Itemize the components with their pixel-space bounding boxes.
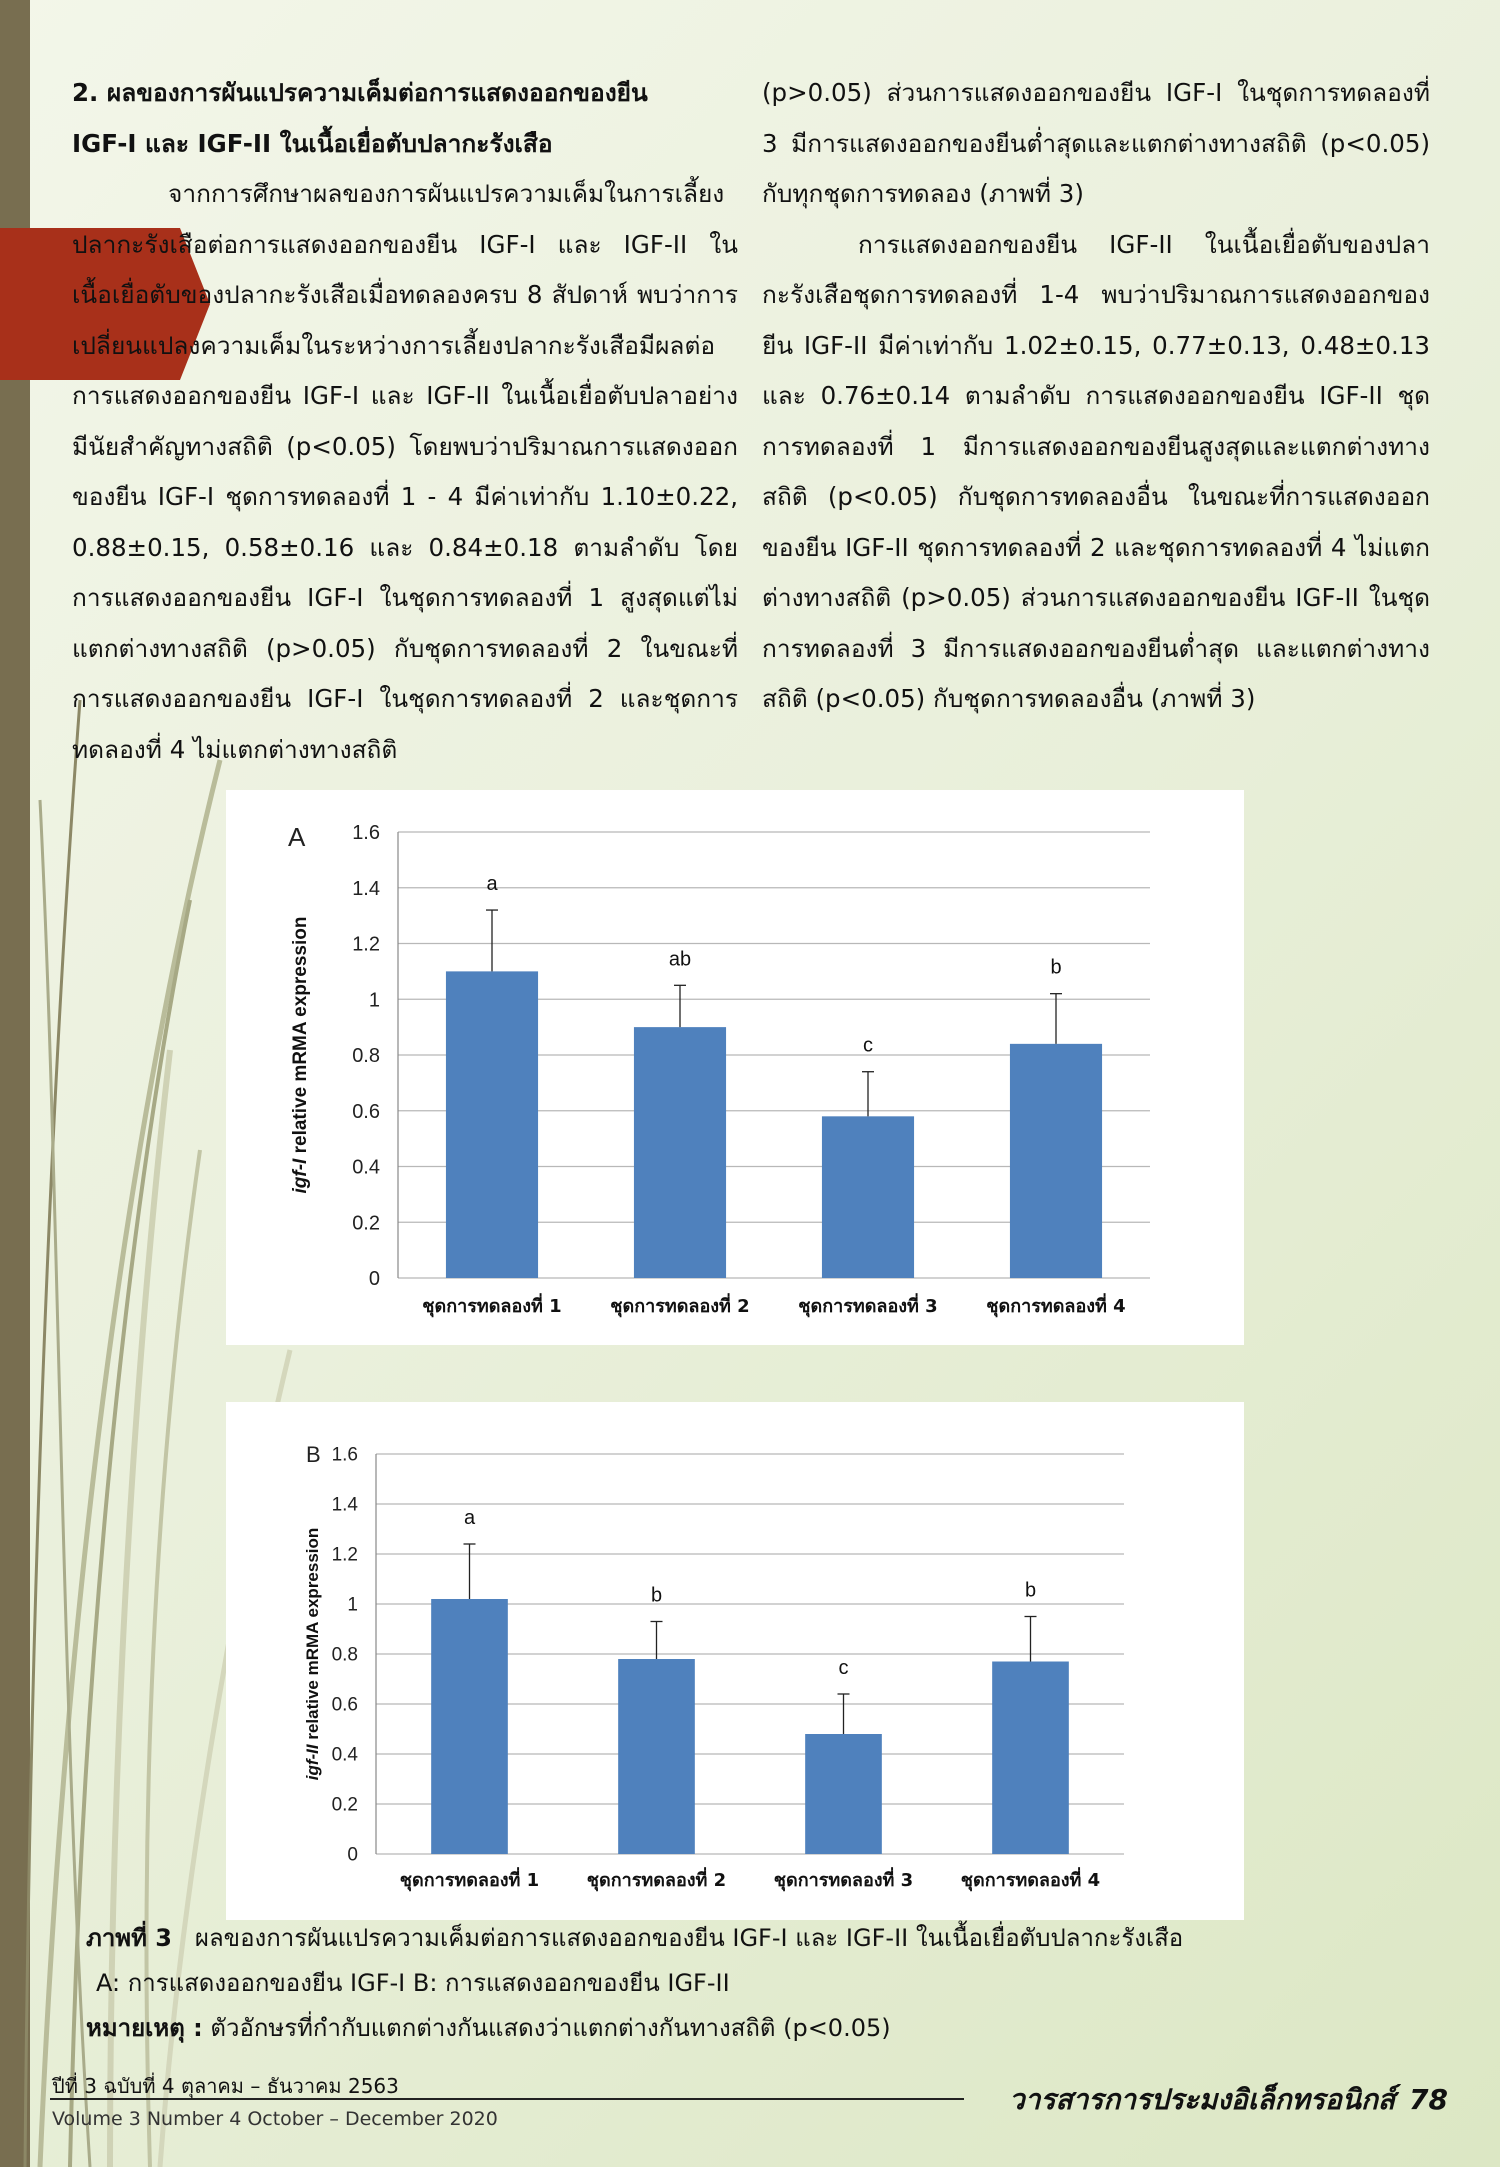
bar: [446, 971, 538, 1278]
significance-letter: b: [1050, 956, 1062, 979]
bar: [634, 1027, 726, 1278]
y-axis-label: [290, 917, 311, 1194]
y-axis-label: [303, 1528, 322, 1781]
y-tick-label: 0.4: [331, 1744, 358, 1766]
x-tick-label: ชุดการทดลองที่ 2: [586, 1870, 727, 1891]
y-axis-label-gene: igf-II: [303, 1744, 322, 1781]
heading-line-1: 2. ผลของการผันแปรความเค็มต่อการแสดงออกของยีน: [72, 78, 648, 107]
x-tick-label: ชุดการทดลองที่ 1: [399, 1870, 540, 1891]
bar: [618, 1659, 695, 1854]
journal-name: วารสารการประมงอิเล็กทรอนิกส์: [1009, 2083, 1396, 2116]
figure-caption: [86, 1916, 1416, 2051]
right-column: [762, 68, 1430, 725]
y-tick-label: 0.8: [331, 1644, 358, 1666]
panel-label: A: [288, 822, 306, 852]
chart-b-panel: [226, 1402, 1244, 1920]
footer-journal-title: [1009, 2078, 1448, 2122]
y-axis-label-text: relative mRMA expression: [290, 916, 311, 1159]
bar: [822, 1116, 914, 1278]
caption-label: ภาพที่ 3: [86, 1924, 172, 1952]
bar: [805, 1734, 882, 1854]
paragraph-right-2: การแสดงออกของยีน IGF-II ในเนื้อเยื่อตับของปลากะรังเสือชุดการทดลองที่ 1-4 พบว่าปริมาณการแสดงออกของยีน IGF-II มีค่าเท่ากับ 1.02±0.15, 0.77±0.13, 0.48±0.13 และ 0.76±0.14 ตามลำดับ การแสดงออกของยีน IGF-II ชุดการทดลองที่ 1 มีการแสดงออกของยีนสูงสุดและแตกต่างทางสถิติ (p<0.05) กับชุดการทดลองอื่น ในขณะที่การแสดงออกของยีน IGF-II ชุดการทดลองที่ 2 และชุดการทดลองที่ 4 ไม่แตกต่างทางสถิติ (p>0.05) ส่วนการแสดงออกของยีน IGF-II ในชุดการทดลองที่ 3 มีการแสดงออกของยีนต่ำสุด และแตกต่างทางสถิติ (p<0.05) กับชุดการทดลองอื่น (ภาพที่ 3): [762, 229, 1430, 713]
significance-letter: a: [463, 1507, 476, 1529]
bar: [992, 1662, 1069, 1855]
significance-letter: c: [838, 1657, 849, 1679]
y-tick-label: 1.6: [352, 822, 380, 844]
y-axis-label-gene: igf-I: [290, 1158, 311, 1194]
y-tick-label: 0.2: [331, 1794, 358, 1816]
significance-letter: b: [1024, 1579, 1037, 1602]
footer-volume-english: Volume 3 Number 4 October – December 2020: [52, 2108, 498, 2130]
chart-a: [226, 790, 1244, 1345]
left-column: [72, 68, 738, 775]
panel-label: B: [306, 1442, 321, 1467]
y-tick-label: 1.6: [331, 1444, 358, 1466]
y-tick-label: 1: [368, 989, 380, 1012]
y-tick-label: 1: [347, 1594, 358, 1616]
footer-rule: [50, 2098, 964, 2100]
x-tick-label: ชุดการทดลองที่ 4: [986, 1296, 1126, 1317]
y-tick-label: 1.2: [352, 933, 380, 956]
y-tick-label: 0: [368, 1268, 380, 1290]
footer-volume-thai: ปีที่ 3 ฉบับที่ 4 ตุลาคม – ธันวาคม 2563: [52, 2074, 399, 2098]
caption-text: ผลของการผันแปรความเค็มต่อการแสดงออกของยีน IGF-I และ IGF-II ในเนื้อเยื่อตับปลากะรังเสือ: [194, 1924, 1184, 1952]
y-tick-label: 1.4: [352, 877, 380, 900]
significance-letter: c: [863, 1034, 873, 1057]
caption-line-2: A: การแสดงออกของยีน IGF-I B: การแสดงออกของยีน IGF-II: [96, 1969, 730, 1997]
note-label: หมายเหตุ :: [86, 2014, 203, 2042]
y-tick-label: 0.6: [331, 1694, 358, 1716]
x-tick-label: ชุดการทดลองที่ 3: [773, 1870, 914, 1891]
note-text: ตัวอักษรที่กำกับแตกต่างกันแสดงว่าแตกต่างกันทางสถิติ (p<0.05): [210, 2014, 891, 2042]
significance-letter: a: [486, 873, 498, 896]
significance-letter: b: [650, 1584, 663, 1607]
bar: [431, 1599, 508, 1854]
x-tick-label: ชุดการทดลองที่ 2: [610, 1296, 750, 1317]
page-number: 78: [1409, 2083, 1448, 2116]
section-heading: [72, 68, 738, 169]
heading-line-2: IGF-I และ IGF-II ในเนื้อเยื่อตับปลากะรังเสือ: [72, 128, 553, 158]
y-tick-label: 0.4: [352, 1156, 380, 1179]
x-tick-label: ชุดการทดลองที่ 4: [960, 1870, 1101, 1891]
y-tick-label: 1.4: [331, 1494, 358, 1516]
paragraph-right-1: (p>0.05) ส่วนการแสดงออกของยีน IGF-I ในชุดการทดลองที่ 3 มีการแสดงออกของยีนต่ำสุดและแตกต่างทางสถิติ (p<0.05) กับทุกชุดการทดลอง (ภาพที่ 3): [762, 78, 1430, 208]
chart-b: [226, 1402, 1244, 1920]
y-tick-label: 1.2: [331, 1544, 358, 1566]
chart-a-panel: [226, 790, 1244, 1345]
paragraph-left: จากการศึกษาผลของการผันแปรความเค็มในการเลี้ยงปลากะรังเสือต่อการแสดงออกของยีน IGF-I และ IGF-II ในเนื้อเยื่อตับของปลากะรังเสือเมื่อทดลองครบ 8 สัปดาห์ พบว่าการเปลี่ยนแปลงความเค็มในระหว่างการเลี้ยงปลากะรังเสือมีผลต่อการแสดงออกของยีน IGF-I และ IGF-II ในเนื้อเยื่อตับปลาอย่างมีนัยสำคัญทางสถิติ (p<0.05) โดยพบว่าปริมาณการแสดงออกของยีน IGF-I ชุดการทดลองที่ 1 - 4 มีค่าเท่ากับ 1.10±0.22, 0.88±0.15, 0.58±0.16 และ 0.84±0.18 ตามลำดับ โดยการแสดงออกของยีน IGF-I ในชุดการทดลองที่ 1 สูงสุดแต่ไม่แตกต่างทางสถิติ (p>0.05) กับชุดการทดลองที่ 2 ในขณะที่การแสดงออกของยีน IGF-I ในชุดการทดลองที่ 2 และชุดการทดลองที่ 4 ไม่แตกต่างทางสถิติ: [72, 179, 738, 764]
y-axis-label-text: relative mRMA expression: [303, 1527, 322, 1745]
x-tick-label: ชุดการทดลองที่ 1: [422, 1296, 562, 1317]
x-tick-label: ชุดการทดลองที่ 3: [798, 1296, 938, 1317]
y-tick-label: 0.2: [352, 1212, 380, 1235]
y-tick-label: 0.8: [352, 1045, 380, 1067]
y-tick-label: 0: [347, 1844, 358, 1866]
significance-letter: ab: [668, 948, 692, 971]
bar: [1010, 1044, 1102, 1278]
y-tick-label: 0.6: [352, 1100, 380, 1123]
